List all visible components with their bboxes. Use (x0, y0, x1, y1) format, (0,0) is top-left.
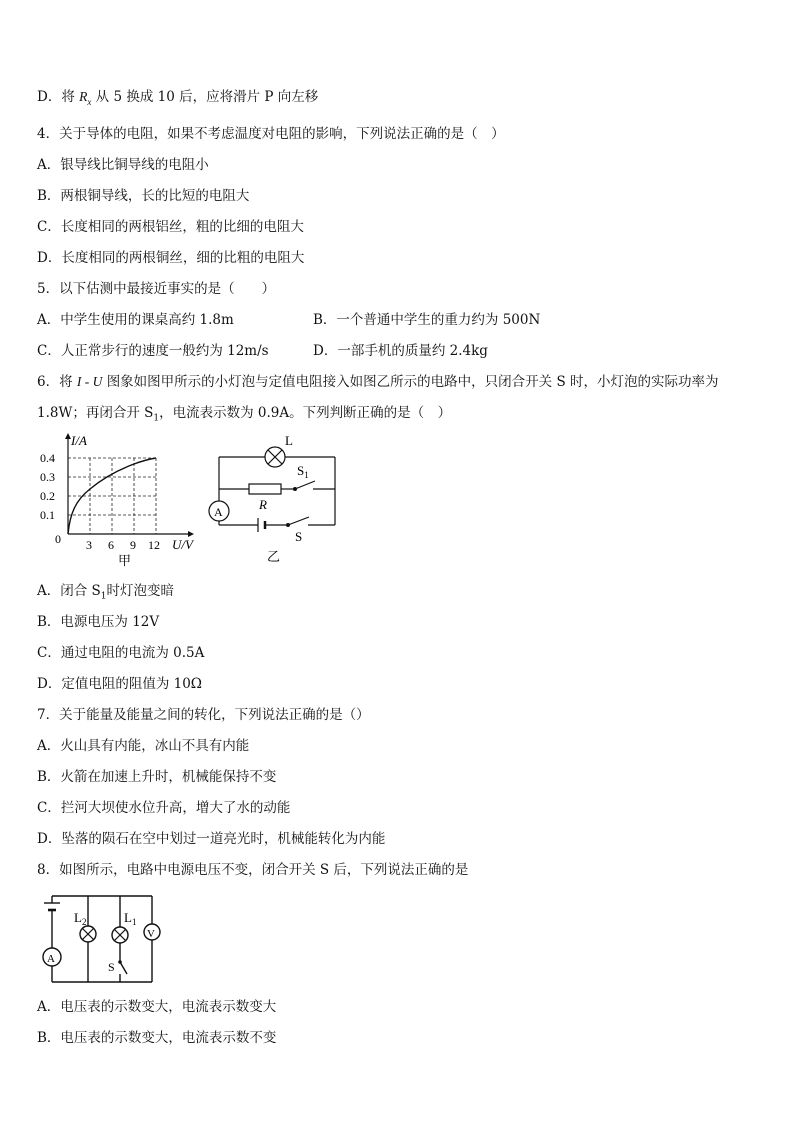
graph-ylabel: I/A (71, 433, 87, 448)
resistor-icon (249, 484, 281, 494)
q5-option-b: B．一个普通中学生的重力约为 500N (313, 312, 541, 328)
q3-option-d-post: 从 5 换成 10 后，应将滑片 P 向左移 (95, 89, 319, 105)
ammeter-icon (209, 501, 229, 521)
graph-xtick-0: 3 (86, 538, 92, 552)
graph-grid (68, 458, 156, 534)
q4-option-b: B．两根铜导线，长的比短的电阻大 (37, 188, 250, 204)
q3-var-r: R (79, 89, 88, 104)
q6-option-d: D．定值电阻的阻值为 10Ω (37, 676, 202, 692)
q6-stem2-pre: 1.8W；再闭合开 S (37, 405, 154, 421)
q5-stem: 5．以下估测中最接近事实的是（ ） (37, 281, 276, 297)
q6-option-a (37, 582, 174, 606)
q8-option-a: A．电压表的示数变大，电流表示数变大 (37, 999, 277, 1015)
q7-option-d: D．坠落的陨石在空中划过一道亮光时，机械能转化为内能 (37, 831, 386, 847)
graph-caption: 甲 (118, 553, 132, 568)
lamp-label: L (285, 433, 293, 448)
circuit-caption: 乙 (267, 549, 281, 564)
q6-option-a-sub: 1 (100, 591, 107, 602)
graph-ytick-0: 0.4 (40, 451, 55, 465)
q6-option-c: C．通过电阻的电流为 0.5A (37, 645, 205, 661)
svg-text:A: A (47, 953, 55, 965)
q8-battery-icon (44, 903, 60, 910)
q6-circuit (205, 433, 345, 571)
q8-lamp-l2-icon (80, 926, 96, 942)
graph-ytick-2: 0.2 (40, 489, 55, 503)
q6-option-a-post: 时灯泡变暗 (106, 583, 175, 599)
q8-lamp-l2-label: $L_2$ (74, 910, 87, 927)
q8-stem: 8．如图所示，电路中电源电压不变，闭合开关 S 后，下列说法正确的是 (37, 862, 469, 878)
svg-text:V: V (147, 928, 155, 940)
switch-s1-label: $S_1$ (297, 463, 309, 480)
q7-stem: 7．关于能量及能量之间的转化，下列说法正确的是（） (37, 707, 370, 723)
q6-stem-line1 (37, 373, 719, 391)
resistor-label: R (259, 497, 267, 512)
q8-voltmeter-icon (144, 924, 160, 940)
q6-iu-graph (38, 433, 208, 573)
graph-ytick-3: 0.1 (40, 508, 55, 522)
graph-ytick-1: 0.3 (40, 470, 55, 484)
q8-circuit (38, 890, 168, 990)
q3-var-sub: x (87, 96, 92, 107)
q4-stem: 4．关于导体的电阻，如果不考虑温度对电阻的影响，下列说法正确的是（ ） (37, 126, 505, 142)
graph-origin: 0 (55, 532, 61, 546)
q8-lamp-l1-icon (112, 927, 128, 943)
battery-icon (258, 518, 265, 532)
q7-option-a: A．火山具有内能，冰山不具有内能 (37, 738, 250, 754)
q8-ammeter-icon (43, 948, 61, 966)
q8-option-b: B．电压表的示数变大，电流表示数不变 (37, 1030, 277, 1046)
q6-stem-iu: I - U (76, 374, 103, 389)
graph-xlabel: U/V (172, 537, 193, 552)
q6-stem2-post: ，电流表示数为 0.9A。下列判断正确的是（ ） (159, 405, 452, 421)
q6-stem2-sub: 1 (153, 413, 160, 424)
q8-switch-icon (118, 960, 127, 974)
q4-option-c: C．长度相同的两根铝丝，粗的比细的电阻大 (37, 219, 304, 235)
switch-s1-icon (293, 481, 315, 491)
q4-option-d: D．长度相同的两根铜丝，细的比粗的电阻大 (37, 250, 305, 266)
graph-xtick-1: 6 (108, 538, 114, 552)
switch-s-label: S (295, 529, 303, 544)
switch-s-icon (286, 517, 309, 527)
q3-option-d (37, 88, 318, 112)
q7-option-c: C．拦河大坝使水位升高，增大了水的动能 (37, 800, 291, 816)
q6-stem-post: 图象如图甲所示的小灯泡与定值电阻接入如图乙所示的电路中，只闭合开关 S 时，小灯泡的实际功率为 (106, 374, 719, 390)
q4-option-a: A．银导线比铜导线的电阻小 (37, 157, 209, 173)
q8-switch-label: S (108, 960, 115, 974)
q6-option-a-pre: A．闭合 S (37, 583, 101, 599)
q6-stem-line2 (37, 404, 451, 428)
graph-xtick-2: 9 (130, 538, 136, 552)
q5-option-c: C．人正常步行的速度一般约为 12m/s (37, 343, 269, 359)
q6-stem-pre: 6．将 (37, 374, 73, 390)
q5-option-d: D．一部手机的质量约 2.4kg (313, 343, 488, 359)
lamp-icon (265, 447, 285, 467)
q7-option-b: B．火箭在加速上升时，机械能保持不变 (37, 769, 277, 785)
q8-lamp-l1-label: $L_1$ (124, 910, 137, 927)
q5-option-a: A．中学生使用的课桌高约 1.8m (37, 312, 234, 328)
q6-option-b: B．电源电压为 12V (37, 614, 160, 630)
graph-xtick-3: 12 (148, 538, 160, 552)
q3-option-d-pre: D．将 (37, 89, 75, 105)
svg-text:A: A (214, 505, 223, 519)
